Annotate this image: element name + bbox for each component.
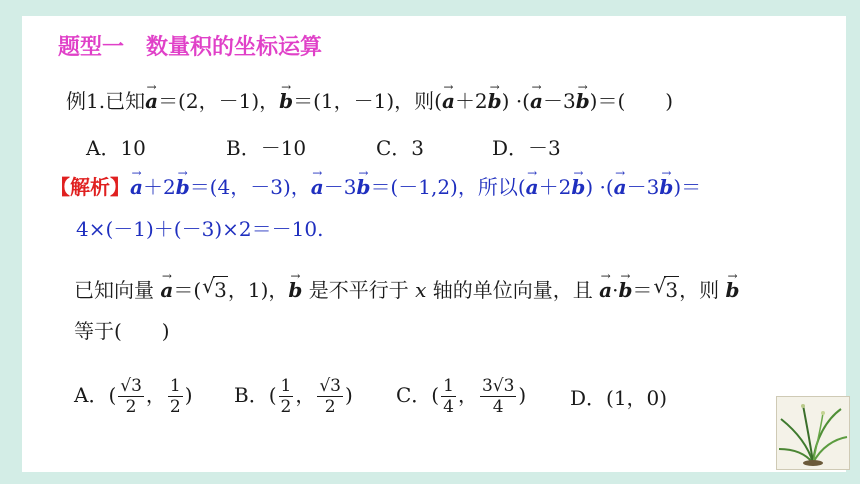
close-paren: ) [344,383,353,407]
analysis-text: －3 [626,175,660,199]
sqrt-three: √ 3 [664,276,679,303]
analysis-text: ＝(－1,2)，所以( [370,175,526,199]
comma: ， [295,383,316,407]
vector-b: → b [488,88,502,114]
fraction [480,376,516,417]
vector-b: → b [288,277,302,303]
comma: ， [457,383,478,407]
stem-text: ，则 [679,278,726,302]
option-label: C．( [396,383,440,407]
denominator: 2 [280,397,292,417]
vector-b: → b [659,174,673,200]
stem-text: ＝( [173,278,202,302]
vector-a: → a [599,277,612,303]
section-title: 题型一 数量积的坐标运算 [58,35,323,60]
vector-a: → a [526,174,539,200]
fraction [317,376,343,417]
analysis-tag: 【解析】 [50,175,130,199]
vector-a: → a [311,174,324,200]
problem2-stem [74,276,740,303]
analysis-text: ＋2 [538,175,572,199]
option-c[interactable]: C．3 [376,136,425,160]
example-label: 例1. [66,89,106,113]
vector-b: → b [279,88,293,114]
option-a[interactable]: A．10 [86,136,146,160]
vector-a: → a [160,277,173,303]
vector-b: → b [618,277,632,303]
plus-two: ＋2 [454,89,488,113]
vector-b: → b [176,174,190,200]
vector-a: → a [530,88,543,114]
minus-three: －3 [542,89,576,113]
problem2-stem-end: 等于( ) [74,319,170,343]
fraction [441,376,456,417]
denominator: 4 [443,397,454,417]
b-value: ＝(1，－1)，则( [293,89,442,113]
stem-text: ＝ [632,278,653,302]
vector-a: → a [614,174,627,200]
numerator: 1 [280,376,292,396]
vector-b: → b [726,277,740,303]
analysis-text: ) ·( [585,175,614,199]
option-label: B．( [234,383,277,407]
denominator: 2 [324,397,336,417]
comma: ， [145,383,166,407]
analysis-text: ＋2 [142,175,176,199]
numerator: 3√3 [481,376,515,396]
close-paren: ) [518,383,527,407]
x-variable: x [415,278,427,302]
stem-text: ，1)， [227,278,289,302]
stem-text: 是不平行于 [302,278,416,302]
option-b[interactable] [234,376,353,417]
analysis-text: ＝(4，－3)， [189,175,311,199]
numerator: 1 [169,376,181,396]
vector-a: → a [442,88,455,114]
stem-text: 轴的单位向量，且 [426,278,600,302]
close-paren: ) [184,383,193,407]
option-a[interactable] [74,376,193,417]
stem-text: · [612,278,619,302]
option-d[interactable]: D．－3 [492,136,561,160]
analysis-text: －3 [323,175,357,199]
vector-a: → a [130,174,143,200]
numerator: √3 [319,376,341,396]
analysis-line1 [50,174,701,200]
plant-image [776,396,850,470]
option-d[interactable]: D．(1，0) [570,386,668,410]
denominator: 2 [169,397,181,417]
orchid-illustration [777,397,849,469]
numerator: 1 [443,376,454,396]
fraction [168,376,183,417]
analysis-text: )＝ [673,175,702,199]
vector-b: → b [356,174,370,200]
vector-b: → b [576,88,590,114]
sqrt-three: √ 3 [213,276,228,303]
example1-stem [66,88,673,114]
option-label: A．( [74,383,117,407]
fraction [118,376,144,417]
stem-text: 已知 [105,89,146,113]
stem-text: 已知向量 [74,278,161,302]
numerator: √3 [120,376,142,396]
option-b[interactable]: B．－10 [226,136,307,160]
a-value: ＝(2，－1)， [158,89,280,113]
stem-end: )＝( ) [589,89,674,113]
vector-a: → a [145,88,158,114]
denominator: 2 [125,397,137,417]
fraction [279,376,294,417]
denominator: 4 [492,397,504,417]
option-c[interactable] [396,376,526,417]
dot-text: ) ·( [501,89,530,113]
vector-b: → b [571,174,585,200]
analysis-line2: 4×(－1)＋(－3)×2＝－10. [76,217,324,241]
